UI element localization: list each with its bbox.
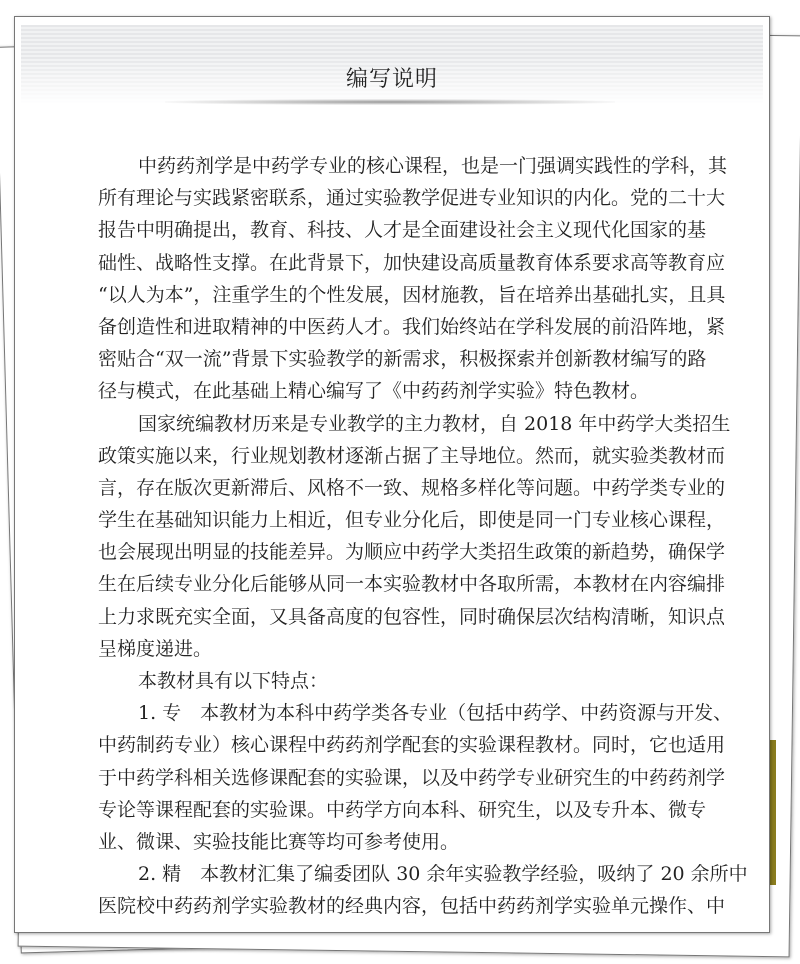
title-underline xyxy=(165,99,615,105)
text-line: 2. 精 本教材汇集了编委团队 30 余年实验教学经验，吸纳了 20 余所中 xyxy=(138,863,748,886)
text-line: 呈梯度递进。 xyxy=(98,637,213,660)
text-line: 报告中明确提出，教育、科技、人才是全面建设社会主义现代化国家的基 xyxy=(98,219,707,242)
text-line: 生在后续专业分化后能够从同一本实验教材中各取所需，本教材在内容编排 xyxy=(98,573,726,596)
text-line: 专论等课程配套的实验课。中药学方向本科、研究生，以及专升本、微专 xyxy=(98,798,707,821)
text-line: 中药药剂学是中药学专业的核心课程，也是一门强调实践性的学科，其 xyxy=(138,155,728,177)
text-line: 所有理论与实践紧密联系，通过实验教学促进专业知识的内化。党的二十大 xyxy=(98,187,726,210)
page-edge-accent xyxy=(770,740,776,885)
text-line: 础性、战略性支撑。在此背景下，加快建设高质量教育体系要求高等教育应 xyxy=(98,251,726,274)
paragraph xyxy=(98,665,704,697)
text-line: 上力求既充实全面，又具备高度的包容性，同时确保层次结构清晰，知识点 xyxy=(98,605,726,628)
paragraph xyxy=(98,858,748,922)
text-line: 业、微课、实验技能比赛等均可参考使用。 xyxy=(98,830,460,853)
page-title: 编写说明 xyxy=(345,67,438,92)
document-page xyxy=(14,16,770,933)
text-line: 于中药学科相关选修课配套的实验课，以及中药学专业研究生的中药药剂学 xyxy=(98,766,726,789)
paragraph xyxy=(98,150,728,408)
text-line: 言，存在版次更新滞后、风格不一致、规格多样化等问题。中药学类专业的 xyxy=(98,476,726,499)
text-line: 备创造性和进取精神的中医药人才。我们始终站在学科发展的前沿阵地，紧 xyxy=(98,315,726,338)
text-line: 医院校中药药剂学实验教材的经典内容，包括中药药剂学实验单元操作、中 xyxy=(98,895,726,918)
text-line: 政策实施以来，行业规划教材逐渐占据了主导地位。然而，就实验类教材而 xyxy=(98,444,726,467)
text-line: “以人为本”，注重学生的个性发展，因材施教，旨在培养出基础扎实，且具 xyxy=(98,283,726,306)
body-text xyxy=(98,150,748,923)
text-line: 中药制药专业）核心课程中药药剂学配套的实验课程教材。同时，它也适用 xyxy=(98,734,726,757)
text-line: 本教材具有以下特点： xyxy=(138,670,329,692)
text-line: 径与模式，在此基础上精心编写了《中药药剂学实验》特色教材。 xyxy=(98,380,650,403)
text-line: 1. 专 本教材为本科中药学类各专业（包括中药学、中药资源与开发、 xyxy=(138,702,733,725)
text-line: 学生在基础知识能力上相近，但专业分化后，即使是同一门专业核心课程， xyxy=(98,509,726,532)
text-line: 也会展现出明显的技能差异。为顺应中药学大类招生政策的新趋势，确保学 xyxy=(98,541,726,564)
paragraph xyxy=(98,697,733,858)
text-line: 密贴合“双一流”背景下实验教学的新需求，积极探索并创新教材编写的路 xyxy=(98,348,707,371)
text-line: 国家统编教材历来是专业教学的主力教材，自 2018 年中药学大类招生 xyxy=(138,412,731,435)
paragraph xyxy=(98,408,731,666)
